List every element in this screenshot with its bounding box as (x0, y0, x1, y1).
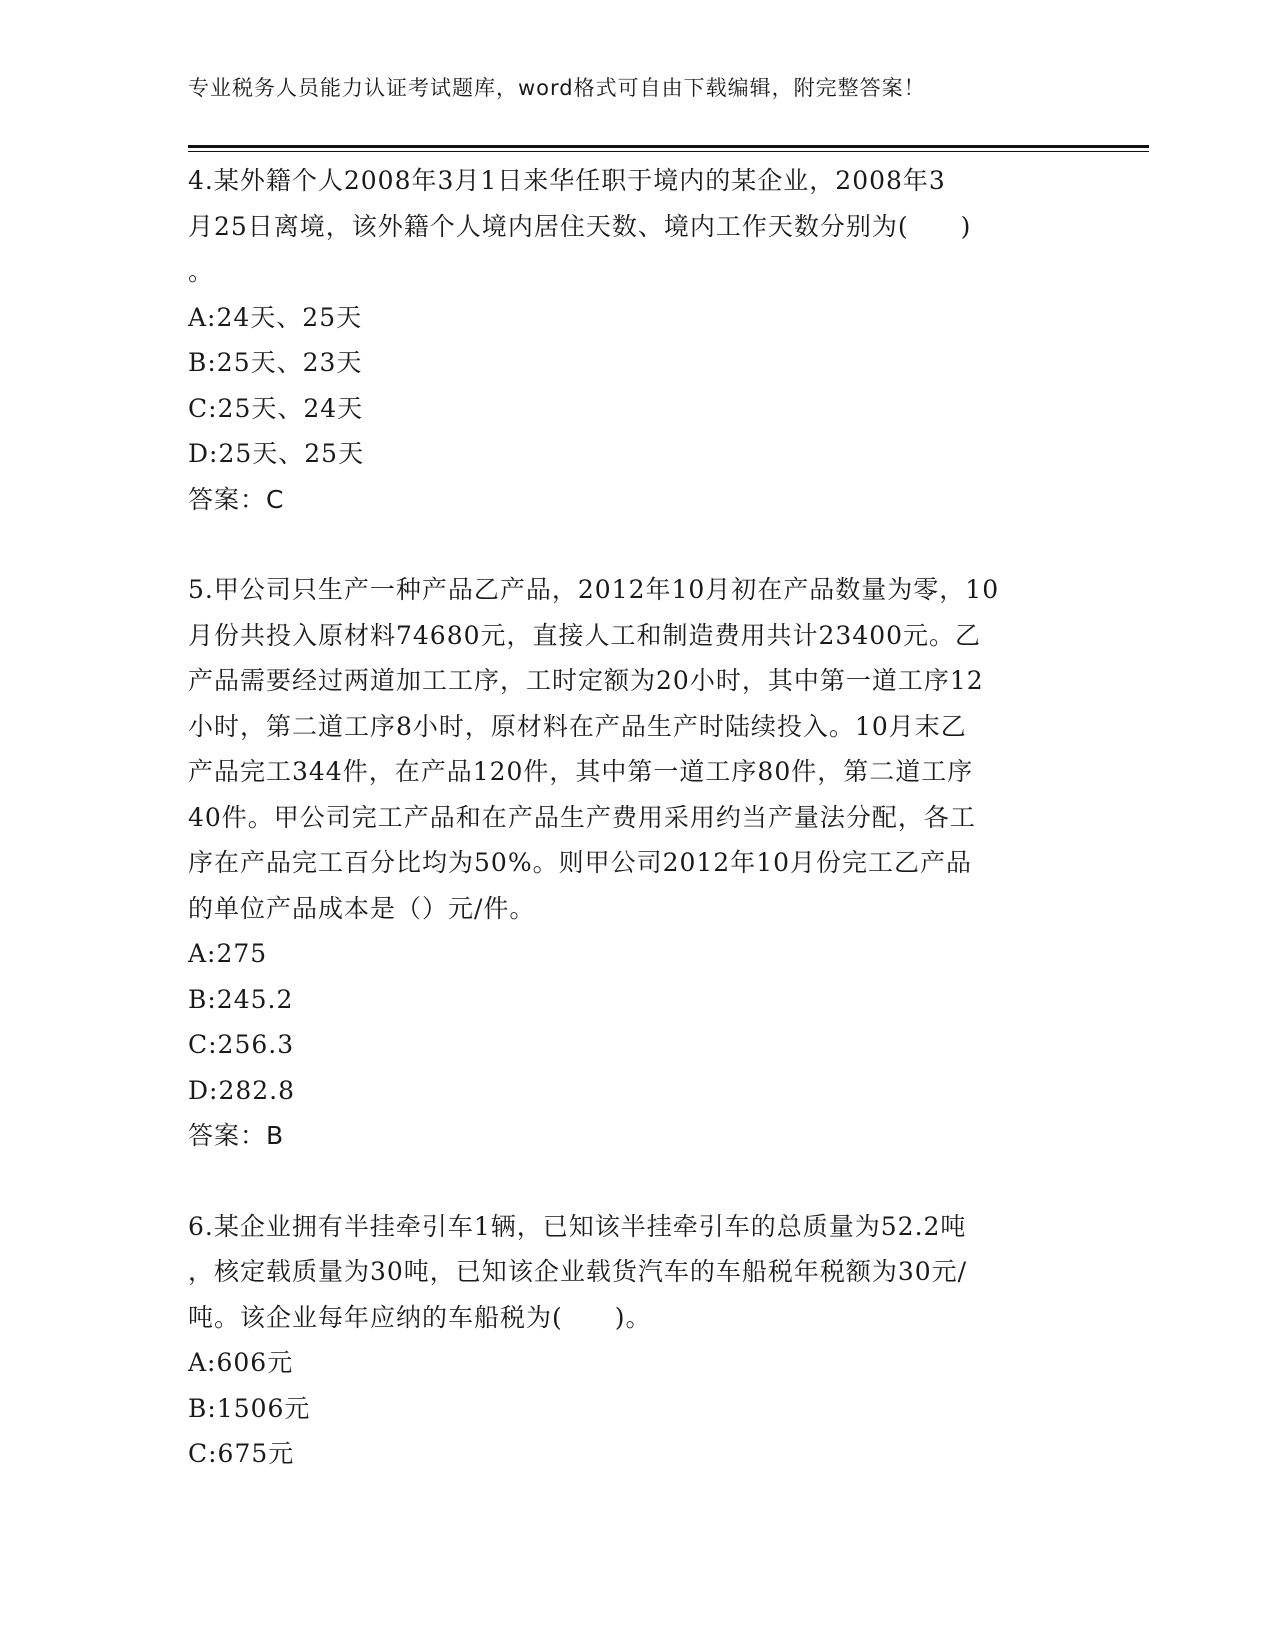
question-stem-line: 产品需要经过两道加工工序，工时定额为20小时，其中第一道工序12 (188, 666, 984, 695)
option-b: B:25天、23天 (188, 348, 363, 377)
header-rule-thin (188, 151, 1149, 152)
page-header: 专业税务人员能力认证考试题库，word格式可自由下载编辑，附完整答案！ (188, 76, 926, 100)
question-stem-line: 。 (188, 257, 215, 286)
option-b: B:1506元 (188, 1393, 311, 1423)
option-a: A:606元 (188, 1348, 294, 1377)
question-list (188, 158, 1088, 1477)
question-stem-line: 4.某外籍个人2008年3月1日来华任职于境内的某企业，2008年3 (188, 166, 946, 195)
question-stem-line: 5.甲公司只生产一种产品乙产品，2012年10月初在产品数量为零，10 (188, 575, 1000, 604)
option-c: C:675元 (188, 1439, 295, 1468)
question-stem-line: 吨。该企业每年应纳的车船税为( )。 (188, 1302, 652, 1332)
option-d: D:25天、25天 (188, 439, 365, 468)
option-c: C:256.3 (188, 1030, 295, 1059)
question-stem-line: 小时，第二道工序8小时，原材料在产品生产时陆续投入。10月末乙 (188, 711, 967, 741)
option-a: A:275 (188, 939, 268, 968)
header-rule-thick (188, 145, 1149, 148)
question-stem-line: 序在产品完工百分比均为50%。则甲公司2012年10月份完工乙产品 (188, 848, 973, 877)
option-a: A:24天、25天 (188, 302, 363, 332)
question-6 (188, 1204, 1088, 1477)
question-4 (188, 158, 1088, 522)
option-c: C:25天、24天 (188, 393, 364, 423)
question-stem-line: 40件。甲公司完工产品和在产品生产费用采用约当产量法分配，各工 (188, 802, 976, 832)
question-5 (188, 567, 1088, 1159)
question-stem-line: ，核定载质量为30吨，已知该企业载货汽车的车船税年税额为30元/ (188, 1257, 968, 1286)
option-b: B:245.2 (188, 984, 294, 1014)
answer-line: 答案：B (188, 1121, 285, 1150)
question-stem-line: 产品完工344件，在产品120件，其中第一道工序80件，第二道工序 (188, 757, 974, 786)
question-stem-line: 的单位产品成本是（）元/件。 (188, 893, 536, 923)
option-d: D:282.8 (188, 1075, 296, 1105)
question-stem-line: 6.某企业拥有半挂牵引车1辆，已知该半挂牵引车的总质量为52.2吨 (188, 1211, 967, 1241)
question-stem-line: 月份共投入原材料74680元，直接人工和制造费用共计23400元。乙 (188, 620, 982, 650)
question-stem-line: 月25日离境，该外籍个人境内居住天数、境内工作天数分别为( ) (188, 211, 972, 241)
answer-line: 答案：C (188, 484, 285, 514)
